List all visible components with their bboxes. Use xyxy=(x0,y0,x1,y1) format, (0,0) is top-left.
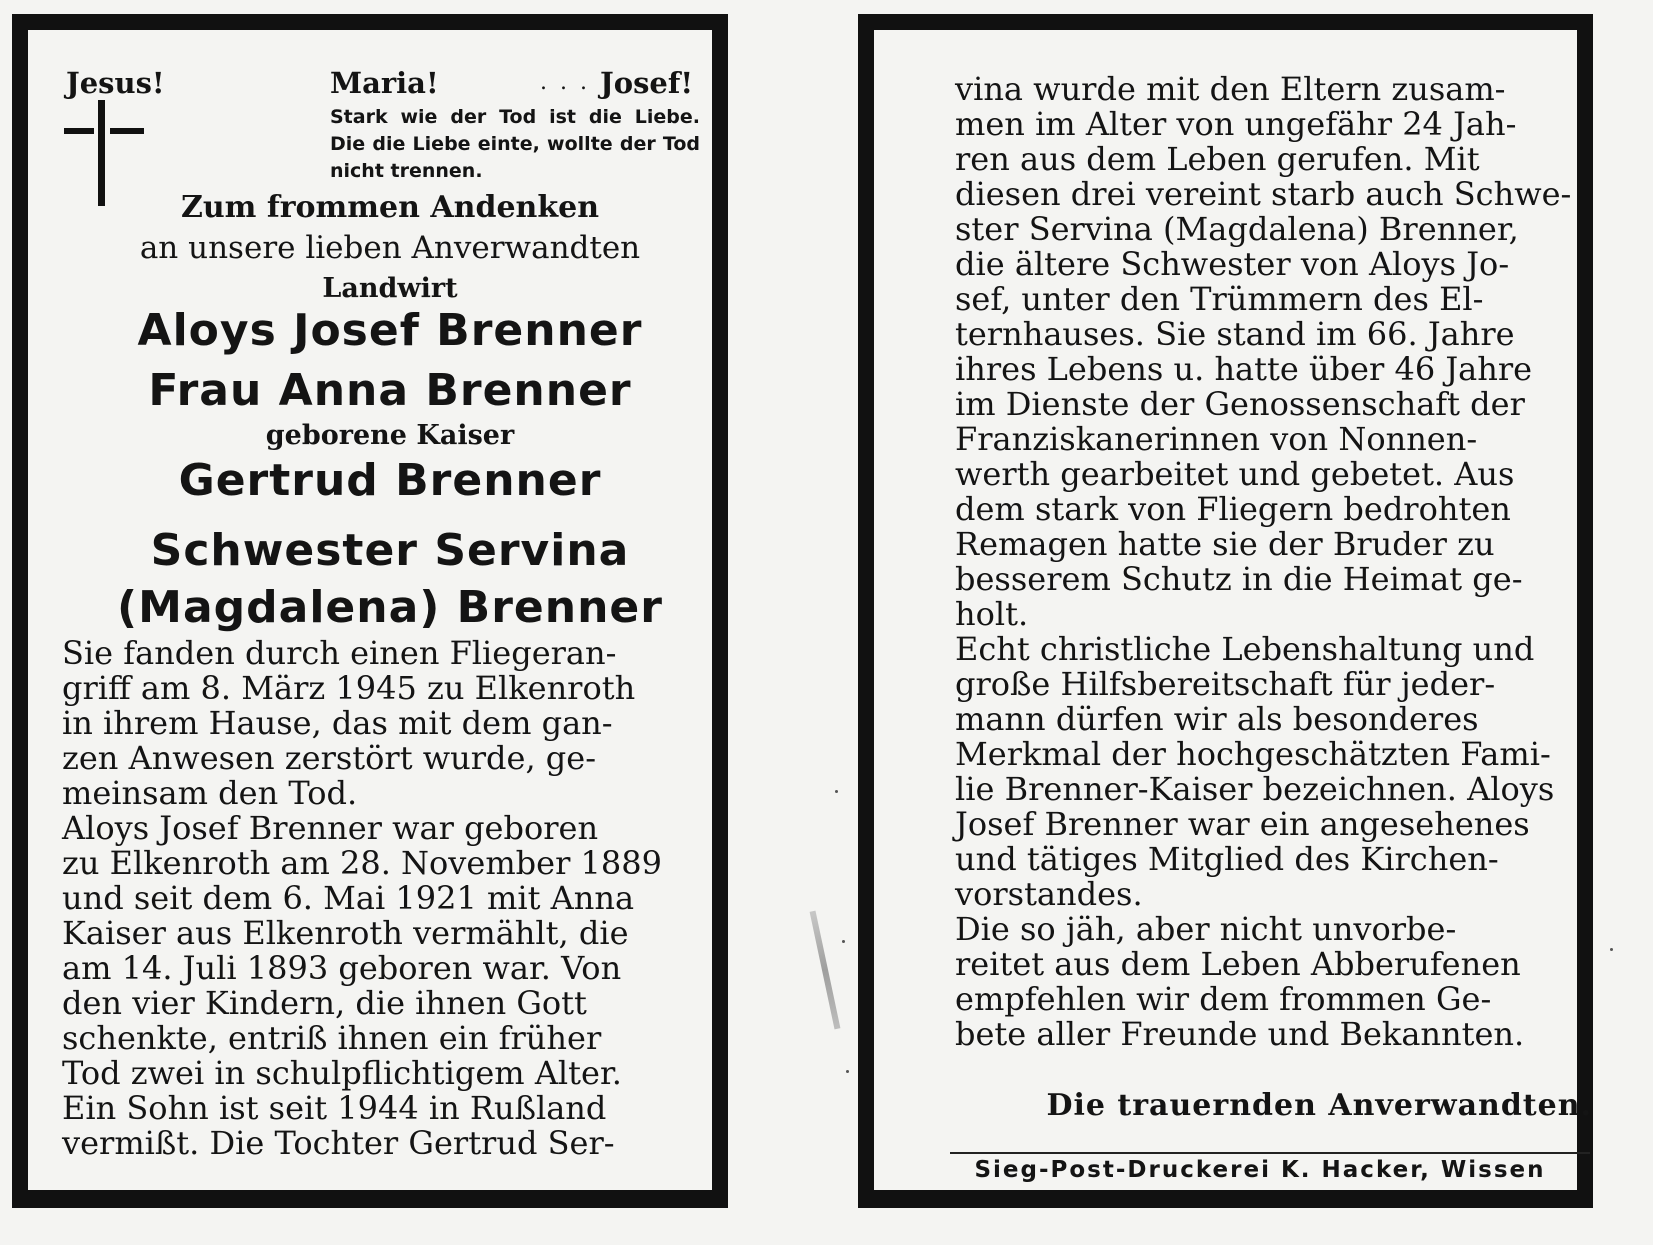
scan-smudge xyxy=(810,911,841,1030)
deceased-name: Schwester Servina xyxy=(150,525,630,576)
header-josef: Josef! xyxy=(600,66,694,100)
footer-divider xyxy=(950,1152,1590,1154)
motto-text: Stark wie der Tod ist die Liebe. Die die Liebe einte, wollte der Tod nicht trennen. xyxy=(330,106,700,182)
deceased-name: Frau Anna Brenner xyxy=(148,365,632,416)
right-body-text: vina wurde mit den Eltern zusam- men im Alter von ungefähr 24 Jah- ren aus dem Leben gerufen. Mit diesen drei vereint starb auch Schwe- ster Servina (Magdalena) Brenner, die ältere Schwester von Aloys Jo- sef, unter den Trümmern des El- ternhauses. Sie stand im 66. Jahre ihres Lebens u. hatte über 46 Jahre im Dienste der Genossenschaft der Franziskanerinnen von Nonnen- werth gearbeitet und gebetet. Aus dem stark von Fliegern bedrohten Remagen hatte sie der Bruder zu besserem Schutz in die Heimat ge- holt. Echt christliche Lebenshaltung und große Hilfsbereitschaft für jeder- mann dürfen wir als besonderes Merkmal der hochgeschätzten Fami- lie Brenner-Kaiser bezeichnen. Aloys Josef Brenner war ein angesehenes und tätiges Mitglied des Kirchen- vorstandes. Die so jäh, aber nicht unvorbe- reitet aus dem Leben Abberufenen empfehlen wir dem frommen Ge- bete aller Freunde und Bekannten. xyxy=(955,70,1572,1053)
header-maria: Maria! xyxy=(330,66,439,100)
relatives-line: an unsere lieben Anverwandten xyxy=(139,230,641,266)
deceased-name: (Magdalena) Brenner xyxy=(117,582,663,633)
maiden-name-label: geborene Kaiser xyxy=(265,420,515,451)
bottom-border xyxy=(858,1190,1593,1208)
printer-imprint: Sieg-Post-Druckerei K. Hacker, Wissen xyxy=(974,1157,1546,1183)
header-dots-divider: . . . xyxy=(540,70,590,95)
deceased-name: Gertrud Brenner xyxy=(178,455,602,506)
closing-signature: Die trauernden Anverwandten. xyxy=(1046,1088,1592,1123)
occupation-label: Landwirt xyxy=(322,273,458,304)
left-border xyxy=(12,14,28,1208)
deceased-name: Aloys Josef Brenner xyxy=(137,305,643,356)
left-body-text: Sie fanden durch einen Fliegeran- griff am 8. März 1945 zu Elkenroth in ihrem Hause, das mit dem gan- zen Anwesen zerstört wurde, ge- meinsam den Tod. Aloys Josef Brenner war geboren zu Elkenroth am 28. November 1889 und seit dem 6. Mai 1921 mit Anna Kaiser aus Elkenroth vermählt, die am 14. Juli 1893 geboren war. Von den vier Kindern, die ihnen Gott schenkte, entriß ihnen ein früher Tod zwei in schulpflichtigem Alter. Ein Sohn ist seit 1944 in Rußland vermißt. Die Tochter Gertrud Ser- xyxy=(62,634,662,1162)
top-border xyxy=(14,14,726,30)
header-jesus: Jesus! xyxy=(66,66,165,100)
scan-speck xyxy=(1610,948,1613,951)
scan-speck xyxy=(846,1070,849,1073)
bottom-border xyxy=(14,1190,726,1208)
scan-speck xyxy=(835,790,838,793)
top-border xyxy=(858,14,1593,30)
left-border xyxy=(858,14,874,1208)
scan-speck xyxy=(842,940,845,943)
remembrance-heading: Zum frommen Andenken xyxy=(180,190,600,225)
